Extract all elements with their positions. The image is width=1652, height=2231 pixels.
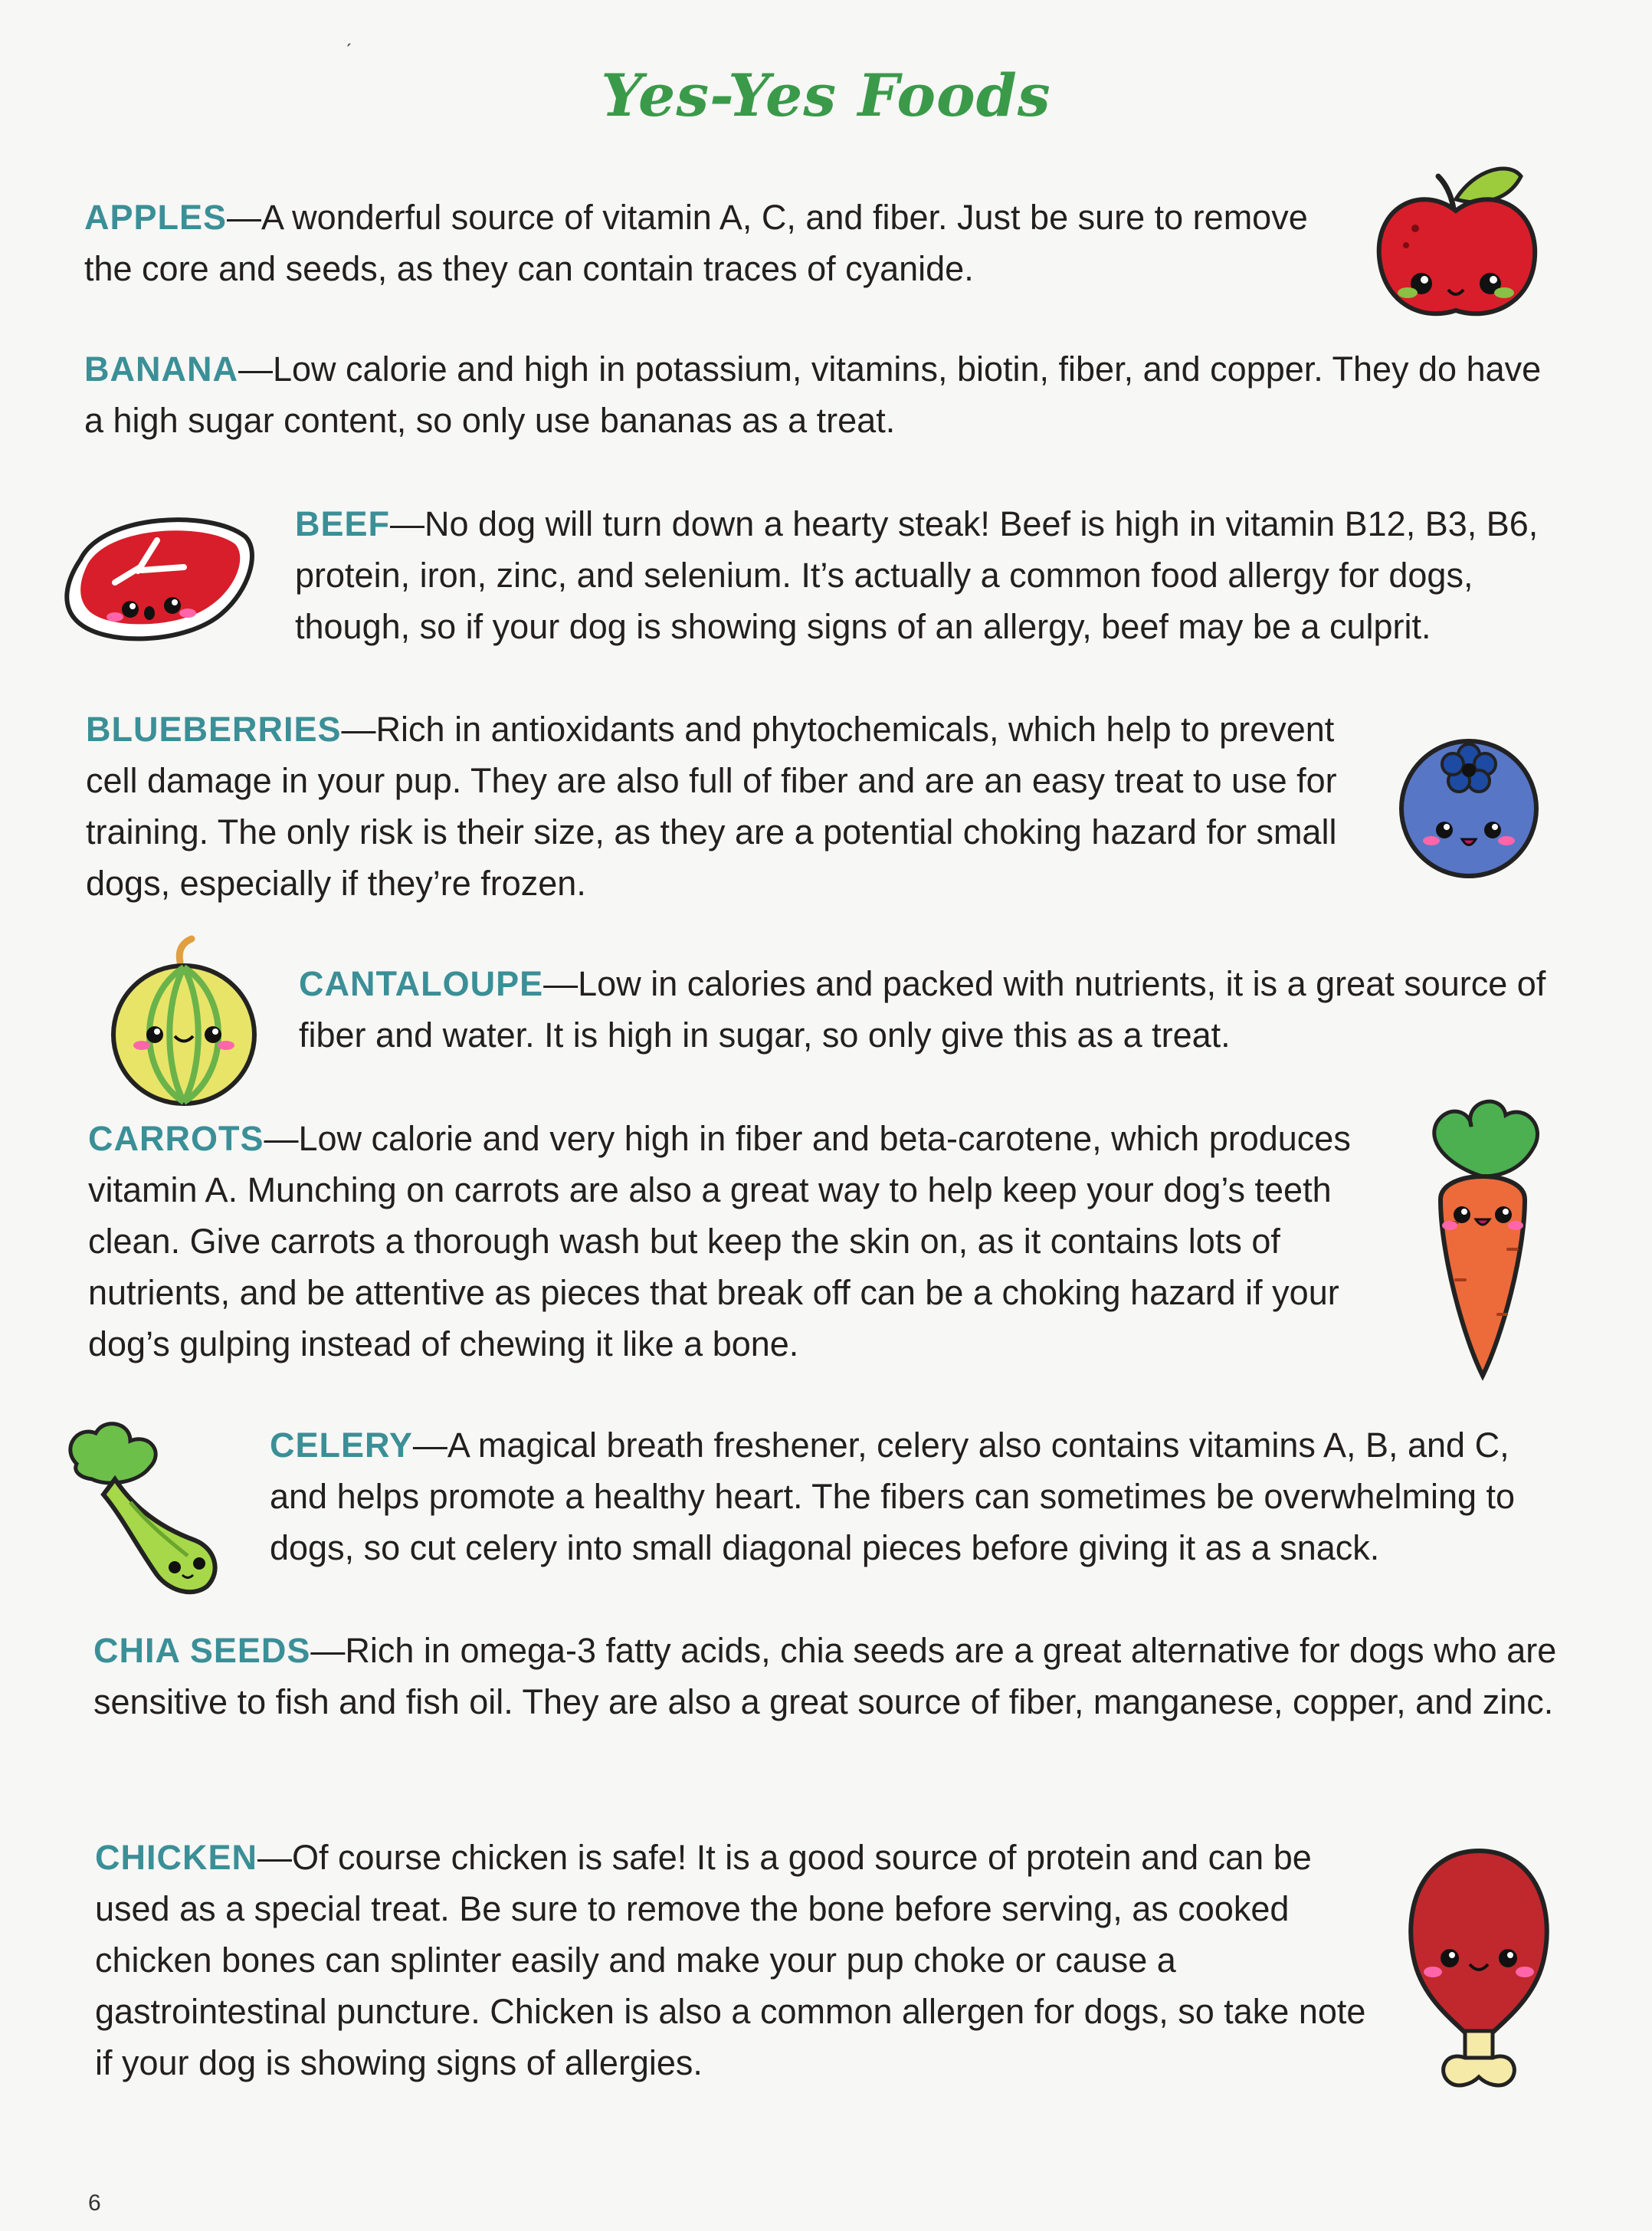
entry-text: —A wonderful source of vitamin A, C, and fiber. Just be sure to remove the core and seeds, as they can contain traces of cyanide.	[84, 198, 1308, 288]
celery-icon	[61, 1418, 230, 1598]
entry-text: —Of course chicken is safe! It is a good source of protein and can be used as a special treat. Be sure to remove the bone before serving, as cooked chicken bones can splinter easily and make your pup choke or cause a gastrointestinal puncture. Chicken is also a common allergen for dogs, so take note if your dog is showing signs of allergies.	[95, 1838, 1366, 2082]
entry-chicken	[95, 1832, 1382, 2088]
entry-text: —Low calorie and high in potassium, vitamins, biotin, fiber, and copper. They do have a high sugar content, so only use bananas as a treat.	[84, 349, 1542, 440]
entry-text: —Rich in antioxidants and phytochemicals, which help to prevent cell damage in your pup. They are also full of fiber and are an easy treat to use for training. The only risk is their size, as they are a potential choking hazard for small dogs, especially if they’re frozen.	[86, 710, 1337, 903]
entry-term: APPLES	[84, 198, 228, 237]
chicken-drumstick-icon	[1402, 1843, 1555, 2096]
entry-text: —Low calorie and very high in fiber and beta-carotene, which produces vitamin A. Munching on carrots are also a great way to help keep your dog’s teeth clean. Give carrots a thorough wash but keep the skin on, as it contains lots of nutrients, and be attentive as pieces that break off can be a choking hazard if your dog’s gulping instead of chewing it like a bone.	[88, 1119, 1351, 1363]
entry-blueberries	[86, 704, 1358, 909]
entry-carrots	[88, 1113, 1383, 1370]
entry-term: BLUEBERRIES	[86, 710, 342, 749]
entry-term: CELERY	[270, 1426, 413, 1465]
apple-icon	[1368, 153, 1544, 330]
entry-term: BANANA	[84, 349, 238, 389]
entry-apples	[84, 192, 1341, 294]
page-number: 6	[88, 2190, 101, 2216]
entry-cantaloupe	[299, 958, 1571, 1061]
entry-text: —Rich in omega-3 fatty acids, chia seeds are a great alternative for dogs who are sensitive to fish and fish oil. They are also a great source of fiber, manganese, copper, and zinc.	[93, 1631, 1557, 1721]
entry-text: —Low in calories and packed with nutrients, it is a great source of fiber and water. It is high in sugar, so only give this as a treat.	[299, 964, 1546, 1055]
scan-speck: ˏ	[345, 23, 352, 47]
cantaloupe-icon	[107, 935, 261, 1107]
page-title: Yes-Yes Foods	[601, 61, 1051, 130]
entry-term: CARROTS	[88, 1119, 264, 1158]
steak-icon	[57, 506, 261, 651]
entry-chia-seeds	[93, 1625, 1572, 1727]
carrot-icon	[1410, 1084, 1555, 1383]
entry-text: —A magical breath freshener, celery also contains vitamins A, B, and C, and helps promote a healthy heart. The fibers can sometimes be overwhelming to dogs, so cut celery into small diagonal pieces before giving it as a snack.	[270, 1426, 1516, 1567]
blueberry-icon	[1395, 732, 1544, 881]
entry-banana	[84, 343, 1555, 446]
entry-text: —No dog will turn down a hearty steak! Beef is high in vitamin B12, B3, B6, protein, iron, zinc, and selenium. It’s actually a common food allergy for dogs, though, so if your dog is showing signs of an allergy, beef may be a culprit.	[295, 504, 1539, 646]
entry-term: BEEF	[295, 504, 391, 543]
entry-beef	[295, 498, 1567, 652]
entry-celery	[270, 1419, 1572, 1573]
entry-term: CHIA SEEDS	[93, 1631, 311, 1670]
entry-term: CANTALOUPE	[299, 964, 544, 1003]
entry-term: CHICKEN	[95, 1838, 258, 1877]
